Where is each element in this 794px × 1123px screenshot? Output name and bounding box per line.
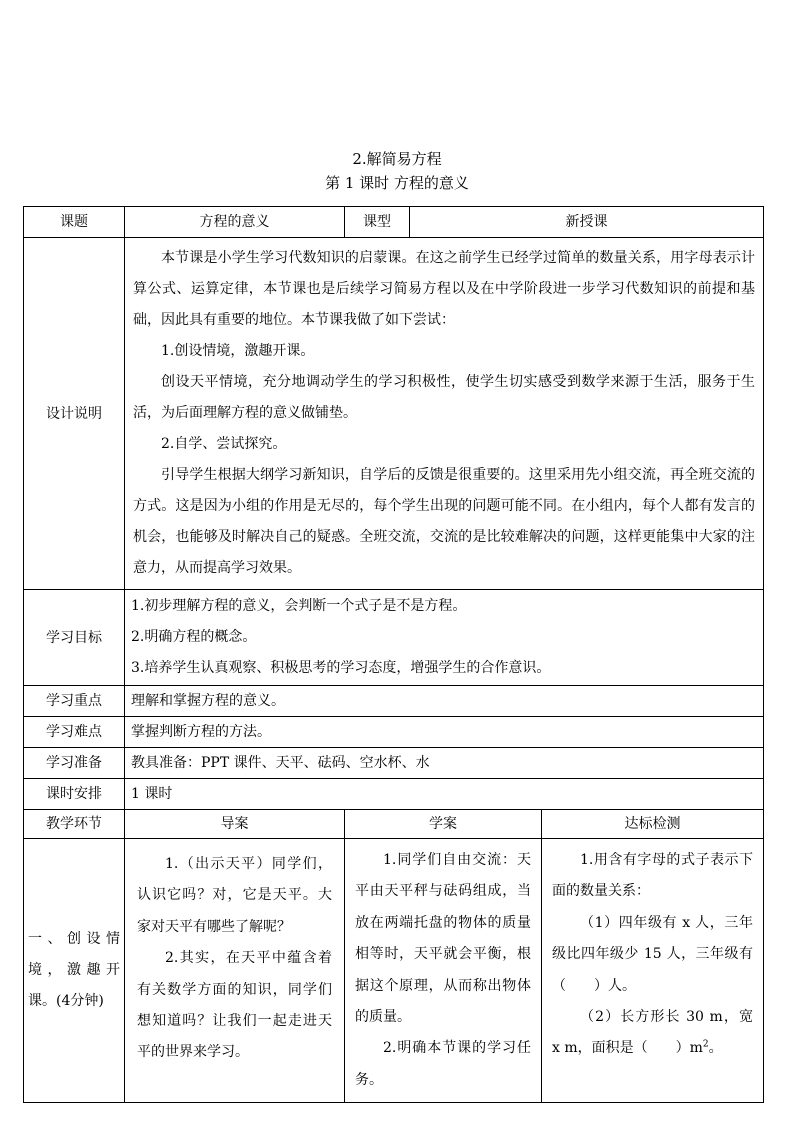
col-check: 达标检测 <box>542 810 764 839</box>
row-topic <box>24 207 764 238</box>
design-paragraph: 1.创设情境，激趣开课。 <box>161 343 315 359</box>
row-goals <box>24 590 764 686</box>
study-paragraph: 1.同学们自由交流：天平由天平秤与砝码组成，当放在两端托盘的物体的质量相等时，天平就会平衡，根据这个原理，从而称出物体的质量。 <box>355 852 531 1026</box>
lesson-plan-table <box>23 206 764 1103</box>
time-label: 课时安排 <box>24 779 125 810</box>
row-design <box>24 238 764 590</box>
design-label: 设计说明 <box>24 238 125 590</box>
key-label: 学习重点 <box>24 686 125 717</box>
prep-label: 学习准备 <box>24 748 125 779</box>
key-value: 理解和掌握方程的意义。 <box>125 686 764 717</box>
difficulty-value: 掌握判断方程的方法。 <box>125 717 764 748</box>
row-key <box>24 686 764 717</box>
stage-1-guide <box>125 839 345 1103</box>
design-paragraph: 2.自学、尝试探究。 <box>161 436 287 452</box>
type-label: 课型 <box>345 207 410 238</box>
check-question-2-text: （2）长方形长 30 m，宽 x m，面积是（ ）m <box>552 1009 753 1057</box>
check-intro: 1.用含有字母的式子表示下面的数量关系： <box>552 852 753 900</box>
row-difficulty <box>24 717 764 748</box>
check-question-2 <box>552 1002 753 1065</box>
col-guide: 导案 <box>125 810 345 839</box>
lesson-title: 第 1 课时 方程的意义 <box>325 174 469 192</box>
goal-item: 3.培养学生认真观察、积极思考的学习态度，增强学生的合作意识。 <box>131 660 551 676</box>
goal-item: 1.初步理解方程的意义，会判断一个式子是不是方程。 <box>131 598 467 614</box>
col-study: 学案 <box>345 810 542 839</box>
time-value: 1 课时 <box>125 779 764 810</box>
stage-1-name <box>24 839 125 1103</box>
col-stage: 教学环节 <box>24 810 125 839</box>
row-stage-1 <box>24 839 764 1103</box>
check-question-1: （1）四年级有 x 人，三年级比四年级少 15 人，三年级有（ ）人。 <box>552 914 753 994</box>
guide-paragraph: 2.其实，在天平中蕴含着有关数学方面的知识，同学们想知道吗？让我们一起走进天平的世界来学习。 <box>137 950 332 1061</box>
goals-label: 学习目标 <box>24 590 125 686</box>
guide-paragraph: 1.（出示天平）同学们，认识它吗？对，它是天平。大家对天平有哪些了解呢？ <box>137 856 332 935</box>
design-text <box>125 238 764 590</box>
goal-item: 2.明确方程的概念。 <box>131 629 257 645</box>
prep-value: 教具准备：PPT 课件、天平、砝码、空水杯、水 <box>125 748 764 779</box>
design-paragraph: 引导学生根据大纲学习新知识，自学后的反馈是很重要的。这里采用先小组交流，再全班交流的方式。这是因为小组的作用是无尽的，每个学生出现的问题可能不同。在小组内，每个人都有发言的机会，也能够及时解决自己的疑惑。全班交流，交流的是比较难解决的问题，这样更能集中大家的注意力，从而提高学习效果。 <box>133 467 755 576</box>
document-header <box>0 148 794 194</box>
difficulty-label: 学习难点 <box>24 717 125 748</box>
design-paragraph: 本节课是小学生学习代数知识的启蒙课。在这之前学生已经学过简单的数量关系，用字母表示计算公式、运算定律，本节课也是后续学习简易方程以及在中学阶段进一步学习代数知识的前提和基础，因此具有重要的地位。本节课我做了如下尝试： <box>133 250 755 328</box>
topic-label: 课题 <box>24 207 125 238</box>
row-prep <box>24 748 764 779</box>
study-paragraph: 2.明确本节课的学习任务。 <box>355 1040 531 1088</box>
check-question-2-end: 。 <box>708 1040 723 1057</box>
stage-1-study <box>345 839 542 1103</box>
stage-1-check <box>542 839 764 1103</box>
row-column-headers <box>24 810 764 839</box>
design-paragraph: 创设天平情境，充分地调动学生的学习积极性，使学生切实感受到数学来源于生活，服务于生活，为后面理解方程的意义做铺垫。 <box>133 374 755 421</box>
superscript-two: 2 <box>702 1039 709 1050</box>
section-title: 2.解简易方程 <box>352 150 442 168</box>
goals-list <box>125 590 764 686</box>
type-value: 新授课 <box>410 207 764 238</box>
stage-name-text: 一、创设情境，激趣开课。(4分钟) <box>28 931 120 1010</box>
row-time <box>24 779 764 810</box>
topic-value: 方程的意义 <box>125 207 345 238</box>
